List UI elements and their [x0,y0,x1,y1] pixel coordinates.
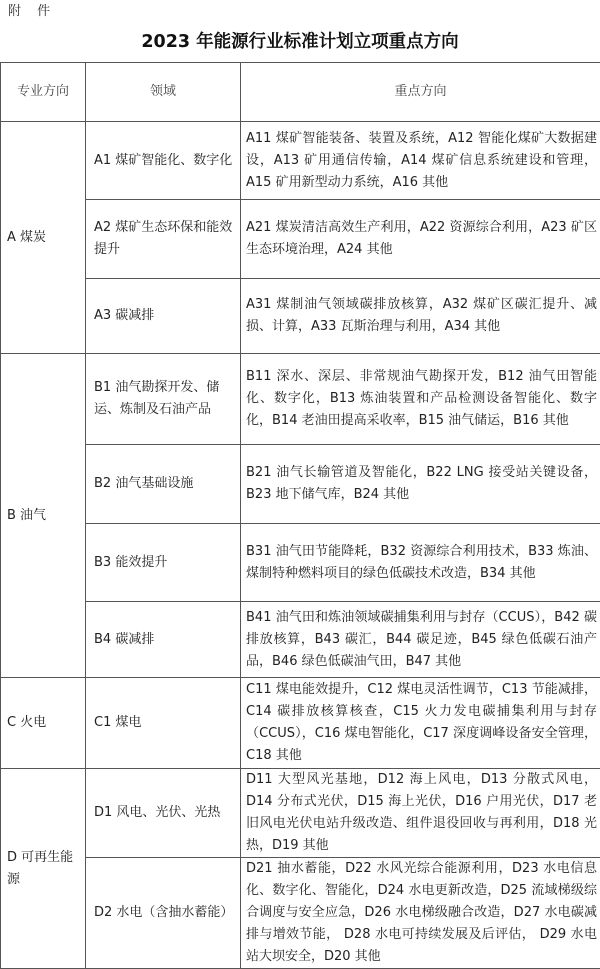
focus-cell: D11 大型风光基地，D12 海上风电，D13 分散式风电，D14 分布式光伏，D15 海上光伏，D16 户用光伏，D17 老旧风电光伏电站升级改造、组件退役回收与再利用，D18 光热，D19 其他 [241,769,600,858]
focus-cell: C11 煤电能效提升，C12 煤电灵活性调节，C13 节能减排，C14 碳排放核算核查，C15 火力发电碳捕集利用与封存（CCUS），C16 煤电智能化，C17 深度调峰设备安全管理，C18 其他 [241,678,600,769]
table-row [1,678,600,769]
category-cell: D 可再生能源 [1,769,86,969]
table-row [1,769,600,858]
field-cell: B2 油气基础设施 [86,445,241,524]
field-cell: A3 碳减排 [86,279,241,354]
table-row [1,354,600,445]
category-cell: C 火电 [1,678,86,769]
field-cell: B3 能效提升 [86,524,241,602]
field-cell: B1 油气勘探开发、储运、炼制及石油产品 [86,354,241,445]
table-row [1,858,600,969]
field-cell: C1 煤电 [86,678,241,769]
category-cell: B 油气 [1,354,86,678]
focus-cell: D21 抽水蓄能，D22 水风光综合能源利用，D23 水电信息化、数字化、智能化，D24 水电更新改造，D25 流域梯级综合调度与安全应急，D26 水电梯级融合改造，D27 水电碳减排与增效节能， D28 水电可持续发展及后评估， D29 水电站大坝安全，D20 其他 [241,858,600,969]
category-cell: A 煤炭 [1,122,86,354]
field-cell: B4 碳减排 [86,602,241,678]
page-title: 2023 年能源行业标准计划立项重点方向 [0,28,600,53]
header-category: 专业方向 [1,63,86,122]
focus-cell: B31 油气田节能降耗，B32 资源综合利用技术，B33 炼油、煤制特种燃料项目的绿色低碳技术改造，B34 其他 [241,524,600,602]
table-header-row [1,63,600,122]
table-row [1,200,600,279]
focus-cell: B41 油气田和炼油领域碳捕集利用与封存（CCUS），B42 碳排放核算，B43 碳汇，B44 碳足迹，B45 绿色低碳石油产品，B46 绿色低碳油气田，B47 其他 [241,602,600,678]
focus-cell: B21 油气长输管道及智能化，B22 LNG 接受站关键设备，B23 地下储气库，B24 其他 [241,445,600,524]
focus-cell: A11 煤矿智能装备、装置及系统，A12 智能化煤矿大数据建设，A13 矿用通信传输，A14 煤矿信息系统建设和管理，A15 矿用新型动力系统，A16 其他 [241,122,600,200]
table-row [1,122,600,200]
focus-cell: A21 煤炭清洁高效生产利用，A22 资源综合利用，A23 矿区生态环境治理，A24 其他 [241,200,600,279]
table-row [1,602,600,678]
table-row [1,279,600,354]
attachment-label: 附 件 [8,0,56,19]
table-row [1,524,600,602]
field-cell: D1 风电、光伏、光热 [86,769,241,858]
table-row [1,445,600,524]
standards-table [0,62,600,969]
header-focus: 重点方向 [241,63,600,122]
field-cell: D2 水电（含抽水蓄能） [86,858,241,969]
field-cell: A2 煤矿生态环保和能效提升 [86,200,241,279]
focus-cell: B11 深水、深层、非常规油气勘探开发，B12 油气田智能化、数字化，B13 炼油装置和产品检测设备智能化、数字化，B14 老油田提高采收率，B15 油气储运，B16 其他 [241,354,600,445]
header-field: 领域 [86,63,241,122]
field-cell: A1 煤矿智能化、数字化 [86,122,241,200]
focus-cell: A31 煤制油气领域碳排放核算，A32 煤矿区碳汇提升、减损、计算，A33 瓦斯治理与利用，A34 其他 [241,279,600,354]
